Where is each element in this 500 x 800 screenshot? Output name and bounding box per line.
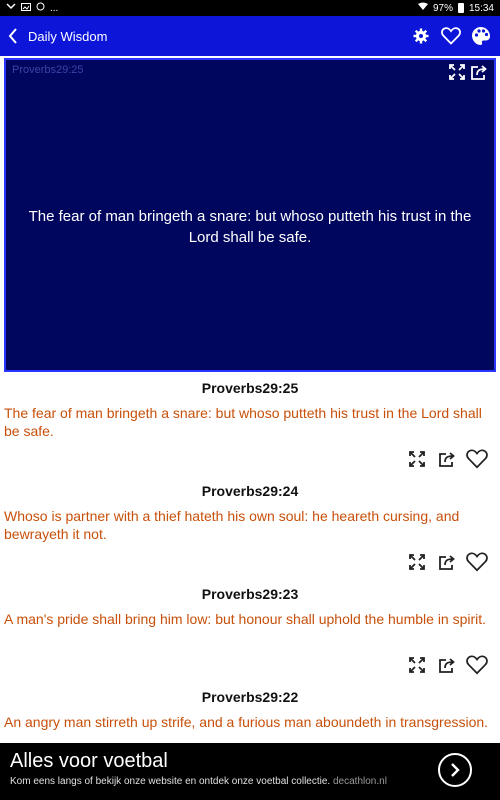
ad-open-button[interactable] — [438, 753, 472, 787]
verse-reference: Proverbs29:24 — [201, 483, 299, 499]
app-title: Daily Wisdom — [28, 28, 108, 44]
share-icon[interactable] — [436, 551, 458, 573]
verse-text: The fear of man bringeth a snare: but whoso putteth his trust in the Lord shall be safe. — [4, 405, 482, 439]
heart-outline-icon[interactable] — [466, 551, 488, 573]
list-item — [0, 378, 500, 481]
status-more-text: ... — [50, 2, 59, 14]
featured-verse-reference: Proverbs29:25 — [12, 64, 84, 76]
ad-domain: decathlon.nl — [332, 776, 387, 787]
app-bar — [0, 16, 500, 56]
verse-text: Whoso is partner with a thief hateth his own soul: he heareth cursing, and bewrayeth it not. — [4, 508, 460, 542]
ad-banner[interactable] — [0, 743, 500, 800]
chevron-right-icon — [449, 762, 461, 778]
status-bar-right — [418, 2, 494, 14]
heart-outline-icon[interactable] — [466, 448, 488, 470]
image-notification-icon — [21, 3, 31, 14]
sync-icon — [36, 2, 45, 14]
battery-percent: 97% — [432, 2, 453, 14]
verse-text: A man's pride shall bring him low: but honour shall uphold the humble in spirit. — [4, 611, 487, 627]
share-icon[interactable] — [470, 63, 488, 81]
heart-outline-icon[interactable] — [440, 25, 462, 47]
wifi-icon — [418, 2, 428, 14]
share-icon[interactable] — [436, 654, 458, 676]
app-bar-actions — [410, 25, 492, 47]
heart-outline-icon[interactable] — [466, 654, 488, 676]
featured-verse-actions — [448, 63, 488, 81]
fullscreen-icon[interactable] — [448, 63, 466, 81]
fullscreen-icon[interactable] — [406, 448, 428, 470]
fullscreen-icon[interactable] — [406, 654, 428, 676]
back-arrow-icon[interactable] — [4, 21, 22, 51]
verse-reference: Proverbs29:23 — [201, 586, 299, 602]
verse-reference: Proverbs29:22 — [201, 689, 299, 705]
verse-reference: Proverbs29:25 — [201, 380, 299, 396]
fullscreen-icon[interactable] — [406, 551, 428, 573]
verse-text: An angry man stirreth up strife, and a furious man aboundeth in transgression. — [4, 714, 489, 730]
battery-icon — [458, 3, 464, 13]
notification-icon — [6, 3, 16, 14]
verse-actions — [406, 448, 488, 470]
verse-list — [0, 378, 500, 790]
list-item — [0, 481, 500, 584]
verse-actions — [406, 551, 488, 573]
featured-verse-card[interactable] — [4, 58, 496, 372]
share-icon[interactable] — [436, 448, 458, 470]
featured-verse-text: The fear of man bringeth a snare: but whoso putteth his trust in the Lord shall be safe. — [28, 208, 472, 246]
ad-title: Alles voor voetbal — [10, 750, 168, 772]
ad-subtitle: Kom eens langs of bekijk onze website en ontdek onze voetbal collectie. — [10, 776, 331, 787]
palette-icon[interactable] — [470, 25, 492, 47]
verse-actions — [406, 654, 488, 676]
gear-icon[interactable] — [410, 25, 432, 47]
status-bar-left — [6, 2, 58, 14]
status-time: 15:34 — [468, 2, 494, 14]
ad-subtitle-line — [10, 776, 490, 787]
list-item — [0, 584, 500, 687]
status-bar — [0, 0, 500, 16]
